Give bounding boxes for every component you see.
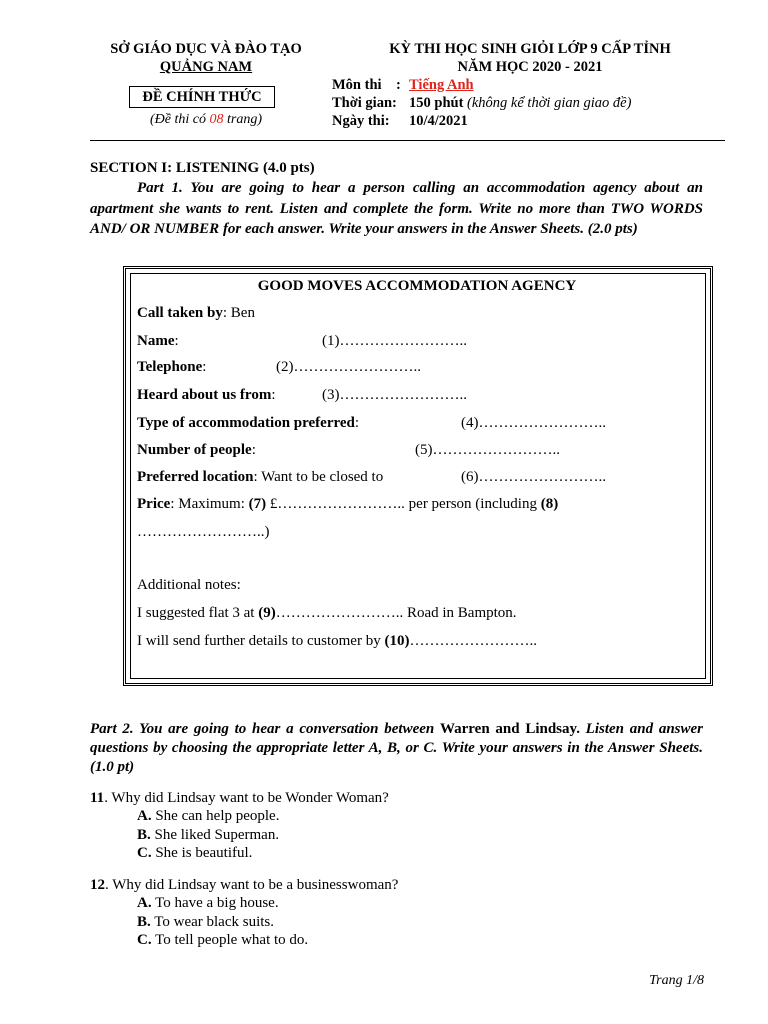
page-number: Trang 1/8 <box>649 973 704 988</box>
notes-label: Additional notes: <box>137 577 241 593</box>
telephone-blank: (2)…………………….. <box>276 359 421 375</box>
send-details-row: I will send further details to customer by (10)…………………….. <box>137 633 537 649</box>
section-title: SECTION I: LISTENING (4.0 pts) <box>90 160 315 176</box>
part1-instructions: Part 1. You are going to hear a person calling an accommodation agency about an apartment she wants to rent. Listen and complete the form. Write no more than TWO WORDS AND/ OR NUMBER for each answer. Write your answers in the Answer Sheets. (2.0 pts) <box>90 180 703 237</box>
location-row: Preferred location: Want to be closed to <box>137 469 384 485</box>
question-11: 11. Why did Lindsay want to be Wonder Woman? <box>90 790 389 806</box>
exam-title-block <box>330 40 730 76</box>
heard-row: Heard about us from: <box>137 387 276 403</box>
part2-instructions: Part 2. You are going to hear a conversation between Warren and Lindsay. Listen and answer questions by choosing the appropriate letter A, B, or C. Write your answers in the Answer Sheets. (1.0 pt) <box>90 721 704 775</box>
price-row: Price: Maximum: (7) £…………………….. per person (including (8) <box>137 496 559 512</box>
province-name: QUẢNG NAM <box>159 59 253 75</box>
heard-blank: (3)…………………….. <box>322 387 467 403</box>
school-year: NĂM HỌC 2020 - 2021 <box>457 59 603 75</box>
people-row: Number of people: <box>137 442 256 458</box>
q12-option-b: B. To wear black suits. <box>137 914 274 930</box>
type-row: Type of accommodation preferred: <box>137 415 360 431</box>
price-row-continued: ……………………..) <box>137 524 270 540</box>
subject-row: Môn thi : Tiếng Anh <box>332 77 474 93</box>
telephone-row: Telephone: <box>137 359 207 375</box>
people-blank: (5)…………………….. <box>415 442 560 458</box>
date-row: Ngày thi: 10/4/2021 <box>332 113 468 129</box>
q12-option-a: A. To have a big house. <box>137 895 279 911</box>
time-row: Thời gian: 150 phút (không kể thời gian giao đề) <box>332 95 632 111</box>
question-12: 12. Why did Lindsay want to be a businesswoman? <box>90 877 399 893</box>
department-block <box>90 40 322 76</box>
official-exam-label: ĐỀ CHÍNH THỨC <box>129 86 275 108</box>
q11-option-c: C. She is beautiful. <box>137 845 253 861</box>
header-divider <box>90 140 725 141</box>
name-blank: (1)…………………….. <box>322 333 467 349</box>
call-taken-row: Call taken by: Ben <box>137 305 255 321</box>
q11-option-b: B. She liked Superman. <box>137 827 280 843</box>
form-title: GOOD MOVES ACCOMMODATION AGENCY <box>257 278 577 294</box>
q12-option-c: C. To tell people what to do. <box>137 932 309 948</box>
exam-title: KỲ THI HỌC SINH GIỎI LỚP 9 CẤP TỈNH <box>389 41 671 57</box>
location-blank: (6)…………………….. <box>461 469 606 485</box>
subject-value: Tiếng Anh <box>409 77 474 93</box>
name-row: Name: <box>137 333 179 349</box>
flat-suggestion-row: I suggested flat 3 at (9)…………………….. Road in Bampton. <box>137 605 517 621</box>
type-blank: (4)…………………….. <box>461 415 606 431</box>
page-count-note: (Đề thi có 08 trang) <box>150 112 262 127</box>
q11-option-a: A. She can help people. <box>137 808 280 824</box>
page-count: 08 <box>209 112 224 127</box>
department-name: SỞ GIÁO DỤC VÀ ĐÀO TẠO <box>110 41 302 57</box>
